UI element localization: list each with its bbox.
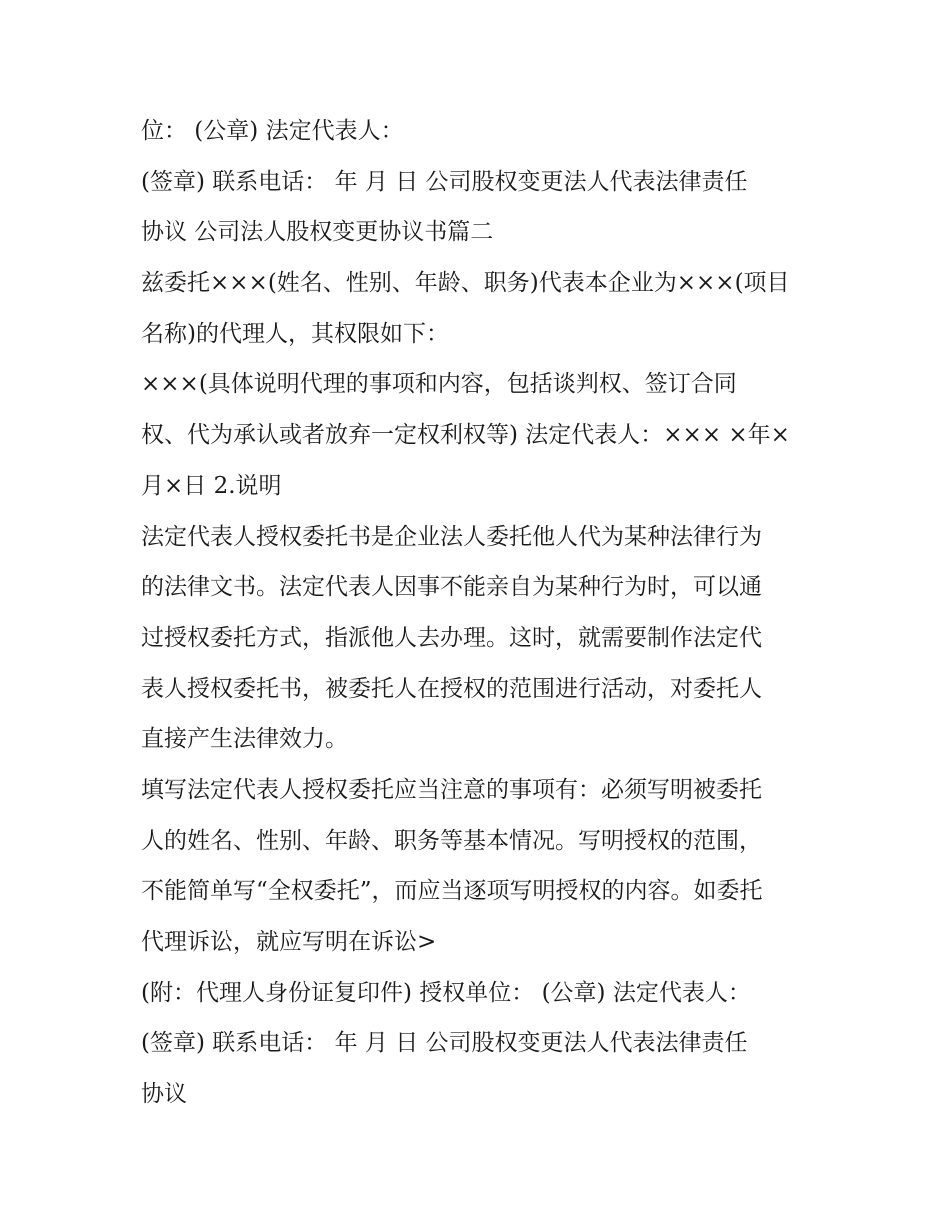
text-line: 不能简单写“全权委托”，而应当逐项写明授权的内容。如委托 — [141, 878, 763, 905]
text-line: 法定代表人授权委托书是企业法人委托他人代为某种法律行为 — [141, 523, 762, 550]
text-line: 协议 — [141, 1081, 187, 1108]
text-line: 人的姓名、性别、年龄、职务等基本情况。写明授权的范围， — [141, 827, 762, 854]
text-line: 协议 公司法人股权变更协议书篇二 — [141, 219, 494, 246]
text-line: 兹委托×××(姓名、性别、年龄、职务)代表本企业为×××(项目 — [141, 270, 790, 297]
text-line: 名称)的代理人，其权限如下： — [141, 320, 449, 347]
text-line: (签章) 联系电话： 年 月 日 公司股权变更法人代表法律责任 — [141, 168, 748, 195]
text-line: 直接产生法律效力。 — [141, 726, 348, 753]
text-line: 表人授权委托书，被委托人在授权的范围进行活动，对委托人 — [141, 675, 762, 702]
text-line: ×××(具体说明代理的事项和内容，包括谈判权、签订合同 — [141, 371, 737, 398]
text-line: 月×日 2.说明 — [141, 472, 282, 499]
text-line: 代理诉讼，就应写明在诉讼> — [141, 929, 437, 955]
text-line: 过授权委托方式，指派他人去办理。这时，就需要制作法定代 — [141, 624, 762, 651]
document-body — [141, 106, 821, 1120]
text-line: 填写法定代表人授权委托应当注意的事项有：必须写明被委托 — [141, 776, 762, 803]
text-line: (签章) 联系电话： 年 月 日 公司股权变更法人代表法律责任 — [141, 1030, 748, 1057]
text-line: (附：代理人身份证复印件) 授权单位： (公章) 法定代表人： — [141, 979, 751, 1006]
text-line: 位： (公章) 法定代表人： — [141, 118, 404, 144]
text-line: 的法律文书。法定代表人因事不能亲自为某种行为时，可以通 — [141, 574, 762, 601]
text-line: 权、代为承认或者放弃一定权利权等) 法定代表人：××× ×年× — [141, 422, 790, 449]
